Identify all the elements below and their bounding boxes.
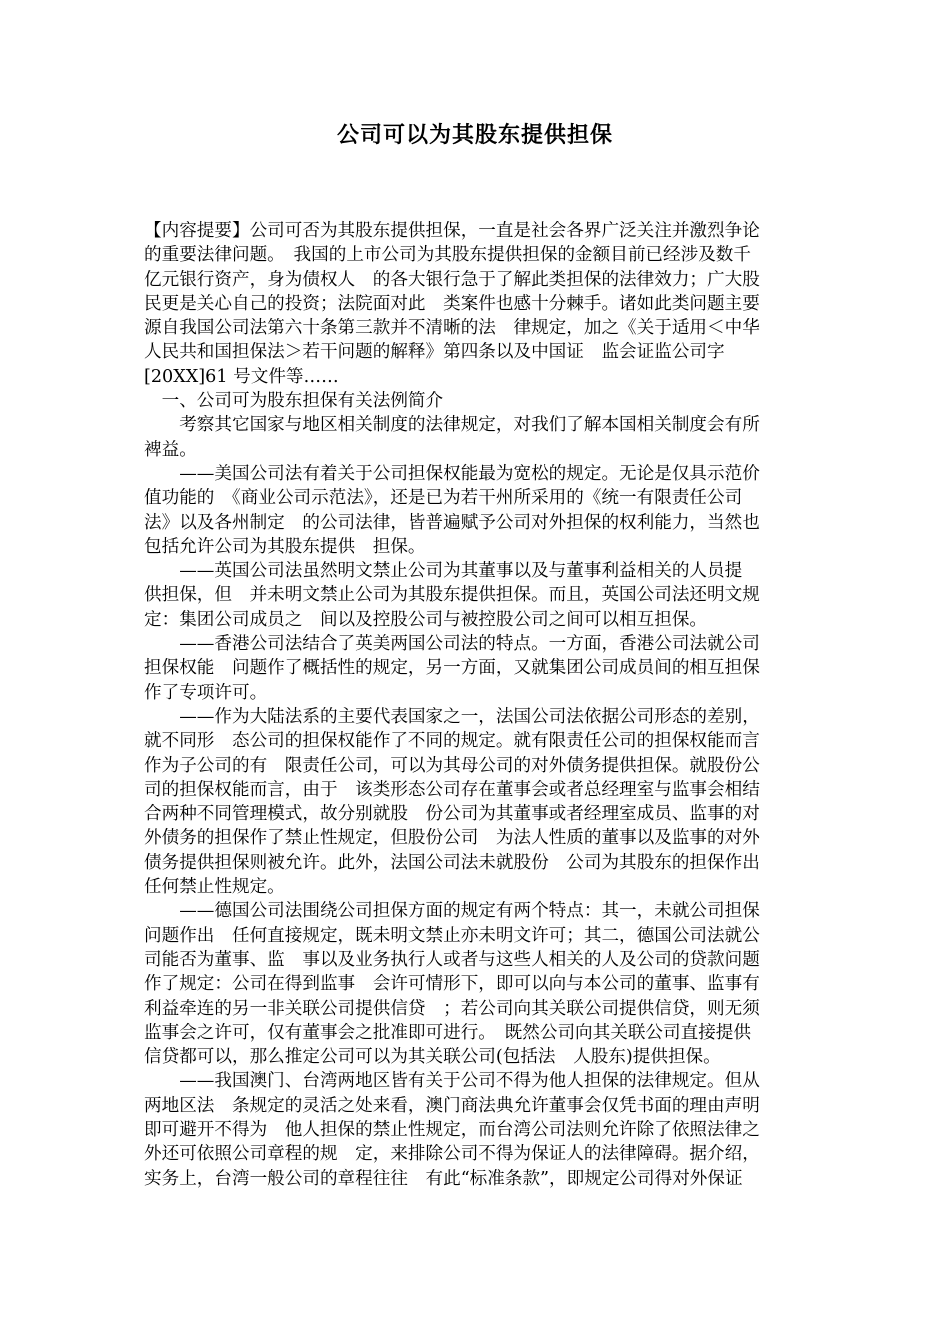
text-line: 作为子公司的有 限责任公司，可以为其母公司的对外债务提供担保。就股份公 [144,755,760,776]
text-line: 任何禁止性规定。 [144,877,285,898]
text-line: 人民共和国担保法＞若干问题的解释》第四条以及中国证 监会证监公司字 [144,342,725,363]
text-line: 定：集团公司成员之 间以及控股公司与被控股公司之间可以相互担保。 [144,609,708,630]
text-line: 信贷都可以，那么推定公司可以为其关联公司(包括法 人股东)提供担保。 [144,1047,721,1068]
document-title: 公司可以为其股东提供担保 [336,123,613,148]
text-line: 包括允许公司为其股东提供 担保。 [144,536,426,557]
text-line: 作了专项许可。 [144,682,268,703]
text-line: 【内容提要】公司可否为其股东提供担保，一直是社会各界广泛关注并激烈争论 [144,221,760,241]
document-body [144,219,808,1191]
text-line: 一、公司可为股东担保有关法例简介 [144,391,444,412]
text-line: 的重要法律问题。 我国的上市公司为其股东提供担保的金额目前已经涉及数千 [144,245,751,266]
text-line: 司的担保权能而言，由于 该类形态公司存在董事会或者总经理室与监事会相结 [144,779,760,800]
text-line: 亿元银行资产，身为债权人 的各大银行急于了解此类担保的法律效力；广大股 [144,269,760,290]
text-line: ——德国公司法围绕公司担保方面的规定有两个特点：其一，未就公司担保 [144,901,760,922]
text-line: 值功能的 《商业公司示范法》，还是已为若干州所采用的《统一有限责任公司 [144,488,743,509]
text-line: 考察其它国家与地区相关制度的法律规定，对我们了解本国相关制度会有所 [144,415,760,436]
text-line: 供担保，但 并未明文禁止公司为其股东提供担保。而且，英国公司法还明文规 [144,585,760,606]
text-line: ——美国公司法有着关于公司担保权能最为宽松的规定。无论是仅具示范价 [144,463,760,484]
text-line: 利益牵连的另一非关联公司提供信贷 ；若公司向其关联公司提供信贷，则无须 [144,998,760,1019]
text-line: ——我国澳门、台湾两地区皆有关于公司不得为他人担保的法律规定。但从 [144,1071,760,1092]
text-line: [20XX]61 号文件等…… [144,366,339,387]
text-line: 就不同形 态公司的担保权能作了不同的规定。就有限责任公司的担保权能而言 [144,731,760,752]
text-line: 源自我国公司法第六十条第三款并不清晰的法 律规定，加之《关于适用＜中华 [144,318,760,339]
text-line: 担保权能 问题作了概括性的规定，另一方面，又就集团公司成员间的相互担保 [144,658,760,679]
text-line: 民更是关心自己的投资；法院面对此 类案件也感十分棘手。诸如此类问题主要 [144,293,760,314]
text-line: 债务提供担保则被允许。此外，法国公司法未就股份 公司为其股东的担保作出 [144,852,760,873]
text-line: 问题作出 任何直接规定，既未明文禁止亦未明文许可；其二，德国公司法就公 [144,925,760,946]
text-line: 法》以及各州制定 的公司法律，皆普遍赋予公司对外担保的权利能力，当然也 [144,512,760,533]
text-line: ——作为大陆法系的主要代表国家之一，法国公司法依据公司形态的差别， [144,706,760,727]
text-line: ——英国公司法虽然明文禁止公司为其董事以及与董事利益相关的人员提 [144,561,743,582]
text-line: ——香港公司法结合了英美两国公司法的特点。一方面，香港公司法就公司 [144,634,760,655]
text-line: 两地区法 条规定的灵活之处来看，澳门商法典允许董事会仅凭书面的理由声明 [144,1095,760,1116]
text-line: 作了规定：公司在得到监事 会许可情形下，即可以向与本公司的董事、监事有 [144,974,760,995]
text-line: 合两种不同管理模式，故分别就股 份公司为其董事或者经理室成员、监事的对 [144,804,760,825]
text-line: 监事会之许可，仅有董事会之批准即可进行。 既然公司向其关联公司直接提供 [144,1022,751,1043]
text-line: 外债务的担保作了禁止性规定，但股份公司 为法人性质的董事以及监事的对外 [144,828,760,849]
text-line: 外还可依照公司章程的规 定，来排除公司不得为保证人的法律障碍。据介绍， [144,1144,760,1165]
text-line: 实务上，台湾一般公司的章程往往 有此“标准条款”，即规定公司得对外保证 [144,1168,743,1189]
text-line: 司能否为董事、监 事以及业务执行人或者与这些人相关的人及公司的贷款问题 [144,949,760,970]
text-line: 即可避开不得为 他人担保的禁止性规定，而台湾公司法则允许除了依照法律之 [144,1119,760,1140]
text-line: 裨益。 [144,439,197,460]
